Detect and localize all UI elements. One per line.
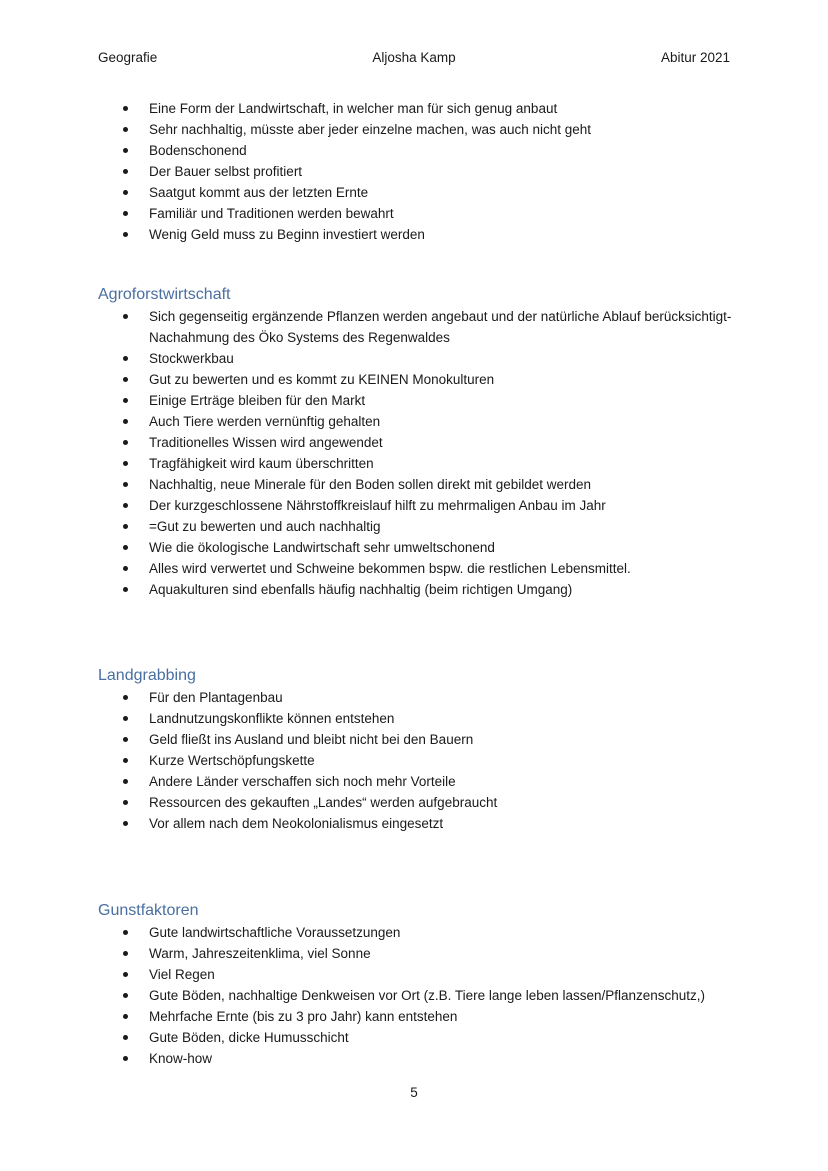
list-item [98, 224, 738, 245]
bullet-icon [123, 972, 128, 977]
list-item [98, 474, 738, 495]
list-item [98, 579, 738, 600]
list-item-text: Stockwerkbau [149, 351, 234, 366]
bullet-icon [123, 461, 128, 466]
list-item-text: Warm, Jahreszeitenklima, viel Sonne [149, 946, 371, 961]
landgrabbing-list [98, 687, 738, 834]
list-item [98, 369, 738, 390]
page-header [98, 50, 730, 68]
list-item-text: Kurze Wertschöpfungskette [149, 753, 315, 768]
bullet-icon [123, 106, 128, 111]
list-item-text: Gut zu bewerten und es kommt zu KEINEN Monokulturen [149, 372, 495, 387]
list-item [98, 348, 738, 369]
list-item-text: Wie die ökologische Landwirtschaft sehr umweltschonend [149, 540, 495, 555]
list-item [98, 453, 738, 474]
list-item-text: Auch Tiere werden vernünftig gehalten [149, 414, 381, 429]
bullet-icon [123, 356, 128, 361]
bullet-icon [123, 127, 128, 132]
bullet-icon [123, 440, 128, 445]
list-item-text: Nachhaltig, neue Minerale für den Boden sollen direkt mit gebildet werden [149, 477, 592, 492]
bullet-icon [123, 1035, 128, 1040]
list-item-text: Saatgut kommt aus der letzten Ernte [149, 185, 369, 200]
list-item [98, 516, 738, 537]
list-item-text: Viel Regen [149, 967, 215, 982]
list-item [98, 922, 738, 943]
bullet-icon [123, 545, 128, 550]
bullet-icon [123, 716, 128, 721]
header-exam: Abitur 2021 [660, 50, 730, 65]
list-item [98, 771, 738, 792]
list-item [98, 306, 738, 348]
list-item-text: Einige Erträge bleiben für den Markt [149, 393, 366, 408]
list-item [98, 943, 738, 964]
bullet-icon [123, 758, 128, 763]
bullet-icon [123, 993, 128, 998]
list-item-text: Eine Form der Landwirtschaft, in welcher man für sich genug anbaut [149, 101, 558, 116]
list-item-text: Gute landwirtschaftliche Voraussetzungen [149, 925, 401, 940]
list-item-text: Geld fließt ins Ausland und bleibt nicht bei den Bauern [149, 732, 474, 747]
agroforst-section [98, 284, 738, 600]
list-item-text: Know-how [149, 1051, 213, 1066]
list-item [98, 813, 738, 834]
list-item-text: Der Bauer selbst profitiert [149, 164, 303, 179]
list-item [98, 708, 738, 729]
list-item [98, 792, 738, 813]
bullet-icon [123, 821, 128, 826]
intro-section [98, 98, 738, 245]
section-title-gunstfaktoren: Gunstfaktoren [98, 902, 199, 919]
list-item [98, 140, 738, 161]
bullet-icon [123, 232, 128, 237]
bullet-icon [123, 587, 128, 592]
list-item-text: Mehrfache Ernte (bis zu 3 pro Jahr) kann entstehen [149, 1009, 458, 1024]
bullet-icon [123, 377, 128, 382]
list-item-text: Vor allem nach dem Neokolonialismus eingesetzt [149, 816, 444, 831]
intro-list [98, 98, 738, 245]
list-item-text: Sehr nachhaltig, müsste aber jeder einzelne machen, was auch nicht geht [149, 122, 592, 137]
list-item-text: Gute Böden, nachhaltige Denkweisen vor Ort (z.B. Tiere lange leben lassen/Pflanzenschutz,) [149, 988, 706, 1003]
list-item [98, 411, 738, 432]
bullet-icon [123, 169, 128, 174]
bullet-icon [123, 1056, 128, 1061]
bullet-icon [123, 800, 128, 805]
list-item [98, 203, 738, 224]
bullet-icon [123, 503, 128, 508]
list-item-text: Tragfähigkeit wird kaum überschritten [149, 456, 374, 471]
list-item [98, 495, 738, 516]
bullet-icon [123, 398, 128, 403]
list-item-text: Sich gegenseitig ergänzende Pflanzen werden angebaut und der natürliche Ablauf berücksichtigt- Nachahmung des Öko Systems des Regenwaldes [149, 309, 732, 345]
section-title-landgrabbing: Landgrabbing [98, 667, 196, 684]
landgrabbing-section [98, 665, 738, 834]
list-item-text: Ressourcen des gekauften „Landes“ werden aufgebraucht [149, 795, 498, 810]
bullet-icon [123, 737, 128, 742]
bullet-icon [123, 419, 128, 424]
list-item [98, 390, 738, 411]
list-item [98, 182, 738, 203]
list-item [98, 985, 738, 1006]
bullet-icon [123, 482, 128, 487]
bullet-icon [123, 1014, 128, 1019]
list-item [98, 750, 738, 771]
bullet-icon [123, 314, 128, 319]
bullet-icon [123, 930, 128, 935]
list-item [98, 1048, 738, 1069]
bullet-icon [123, 566, 128, 571]
list-item-text: Landnutzungskonflikte können entstehen [149, 711, 395, 726]
list-item-text: Familiär und Traditionen werden bewahrt [149, 206, 394, 221]
list-item [98, 1006, 738, 1027]
bullet-icon [123, 524, 128, 529]
header-author: Aljosha Kamp [372, 50, 456, 65]
gunstfaktoren-list [98, 922, 738, 1069]
list-item-text: Traditionelles Wissen wird angewendet [149, 435, 383, 450]
list-item [98, 98, 738, 119]
list-item [98, 161, 738, 182]
list-item-text: Für den Plantagenbau [149, 690, 283, 705]
bullet-icon [123, 148, 128, 153]
header-subject: Geografie [98, 50, 158, 65]
list-item [98, 687, 738, 708]
bullet-icon [123, 211, 128, 216]
list-item-text: =Gut zu bewerten und auch nachhaltig [149, 519, 381, 534]
list-item [98, 537, 738, 558]
bullet-icon [123, 695, 128, 700]
list-item [98, 1027, 738, 1048]
list-item-text: Der kurzgeschlossene Nährstoffkreislauf hilft zu mehrmaligen Anbau im Jahr [149, 498, 606, 513]
list-item [98, 964, 738, 985]
list-item [98, 432, 738, 453]
list-item-text: Andere Länder verschaffen sich noch mehr Vorteile [149, 774, 456, 789]
list-item [98, 119, 738, 140]
list-item [98, 729, 738, 750]
list-item-text: Alles wird verwertet und Schweine bekommen bspw. die restlichen Lebensmittel. [149, 561, 631, 576]
page-number: 5 [410, 1085, 418, 1100]
bullet-icon [123, 190, 128, 195]
list-item [98, 558, 738, 579]
list-item-text: Gute Böden, dicke Humusschicht [149, 1030, 349, 1045]
section-title-agroforst: Agroforstwirtschaft [98, 286, 231, 303]
list-item-text: Wenig Geld muss zu Beginn investiert werden [149, 227, 425, 242]
gunstfaktoren-section [98, 900, 738, 1069]
bullet-icon [123, 951, 128, 956]
bullet-icon [123, 779, 128, 784]
list-item-text: Bodenschonend [149, 143, 247, 158]
list-item-text: Aquakulturen sind ebenfalls häufig nachhaltig (beim richtigen Umgang) [149, 582, 573, 597]
agroforst-list [98, 306, 738, 600]
